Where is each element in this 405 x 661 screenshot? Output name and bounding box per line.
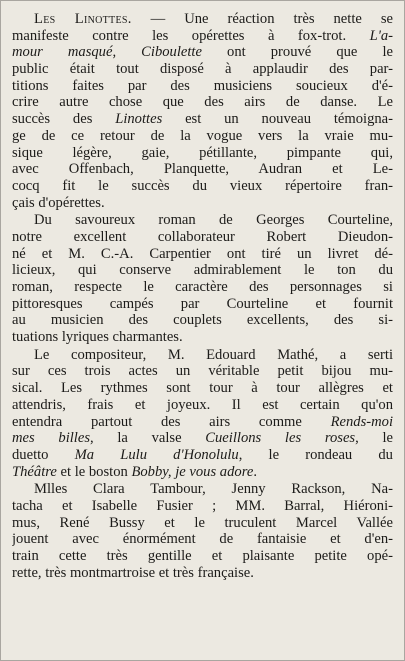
text-run: notre excellent collaborateur Robert Dieudon- bbox=[12, 228, 393, 245]
text-line bbox=[12, 11, 393, 28]
text-line bbox=[12, 229, 393, 246]
article-paragraph bbox=[12, 347, 393, 481]
text-run: au musicien des couplets excellents, des si- bbox=[12, 312, 393, 329]
text-run: sur ces trois actes un véritable petit bijou mu- bbox=[12, 363, 393, 380]
text-line bbox=[12, 178, 393, 195]
text-line bbox=[12, 262, 393, 279]
text-line bbox=[12, 279, 393, 296]
text-run: roman, respecte le caractère des personnages si bbox=[12, 279, 393, 295]
text-line bbox=[12, 161, 393, 178]
italic-title: Ma Lulu d'Honolulu bbox=[74, 446, 239, 463]
text-run: licieux, qui conserve admirablement le ton du bbox=[12, 262, 393, 279]
text-line bbox=[12, 212, 393, 229]
text-line bbox=[12, 329, 393, 346]
text-run: est un nouveau témoigna- bbox=[162, 111, 393, 128]
text-run: tuations lyriques charmantes. bbox=[12, 329, 183, 346]
text-line bbox=[12, 515, 393, 532]
text-run: . bbox=[253, 463, 257, 480]
text-line bbox=[12, 464, 393, 481]
text-run: pittoresques campés par Courteline et fournit bbox=[12, 295, 393, 312]
text-line bbox=[12, 128, 393, 145]
text-line bbox=[12, 481, 393, 498]
text-line bbox=[12, 565, 393, 582]
text-run: Le compositeur, M. Edouard Mathé, a serti bbox=[34, 346, 393, 363]
text-run: Du savoureux roman de Georges Courteline, bbox=[34, 212, 393, 229]
text-run: , la valse bbox=[90, 430, 206, 447]
text-run: rette, très montmartroise et très française. bbox=[12, 564, 254, 581]
text-line bbox=[12, 380, 393, 397]
italic-title: mour masqué, Ciboulette bbox=[12, 44, 202, 61]
text-run: , le rondeau du bbox=[238, 446, 393, 463]
article-paragraph bbox=[12, 212, 393, 346]
italic-title: L'a- bbox=[369, 27, 393, 44]
text-run: jouent avec énormément de fantaisie et d'en- bbox=[12, 531, 393, 548]
text-run: Mlles Clara Tambour, Jenny Rackson, Na- bbox=[34, 481, 393, 498]
text-run: , le bbox=[355, 430, 393, 447]
text-run: né et M. C.-A. Carpentier ont tiré un livret dé- bbox=[12, 245, 393, 262]
text-line bbox=[12, 498, 393, 515]
text-run: avec Offenbach, Planquette, Audran et Le- bbox=[12, 161, 393, 178]
article-column bbox=[12, 11, 393, 581]
text-run: et le boston bbox=[56, 463, 132, 480]
text-line bbox=[12, 195, 393, 212]
text-run: attendris, frais et joyeux. Il est certain qu'on bbox=[12, 396, 393, 413]
text-line bbox=[12, 61, 393, 78]
text-line bbox=[12, 296, 393, 313]
text-line bbox=[12, 111, 393, 128]
text-line bbox=[12, 531, 393, 548]
italic-title: Théâtre bbox=[12, 463, 57, 480]
text-run: train cette très gentille et plaisante petite opé- bbox=[12, 548, 393, 564]
text-line bbox=[12, 78, 393, 95]
text-run: succès des bbox=[12, 111, 116, 128]
text-line bbox=[12, 548, 393, 565]
text-line bbox=[12, 312, 393, 329]
italic-title: Bobby, je vous adore bbox=[131, 463, 254, 480]
article-paragraph bbox=[12, 481, 393, 581]
text-line bbox=[12, 347, 393, 364]
article-paragraph bbox=[12, 11, 393, 211]
text-line bbox=[12, 447, 393, 464]
text-run: sical. Les rythmes sont tour à tour allègres et bbox=[12, 380, 393, 397]
text-line bbox=[12, 94, 393, 111]
text-line bbox=[12, 430, 393, 447]
text-run: mus, René Bussy et le truculent Marcel Vallée bbox=[12, 514, 393, 531]
italic-title: Linottes bbox=[115, 111, 163, 128]
text-run: public était tout disposé à applaudir des par- bbox=[12, 61, 393, 78]
text-run: çais d'opérettes. bbox=[12, 194, 105, 211]
text-run: tacha et Isabelle Fusier ; MM. Barral, Hiéroni- bbox=[12, 497, 393, 514]
text-line bbox=[12, 363, 393, 380]
text-line bbox=[12, 145, 393, 162]
italic-title: mes billes bbox=[12, 430, 91, 447]
italic-title: Cueillons les roses bbox=[205, 430, 356, 447]
text-run: sique légère, gaie, pétillante, pimpante qui, bbox=[12, 144, 393, 161]
text-run: ge de ce retour de la vogue vers la vraie mu- bbox=[12, 127, 393, 144]
text-run: duetto bbox=[12, 446, 75, 463]
text-run: — Une réaction très nette se bbox=[131, 11, 393, 27]
text-run: titions faites par des musiciens soucieux d'é- bbox=[12, 77, 393, 94]
section-heading: Les Linottes. bbox=[34, 11, 132, 27]
text-line bbox=[12, 246, 393, 263]
text-run: ont prouvé que le bbox=[201, 44, 393, 61]
text-run: manifeste contre les opérettes à fox-trot. bbox=[12, 27, 370, 44]
text-run: crire autre chose que des airs de danse. Le bbox=[12, 94, 393, 111]
text-run: cocq fit le succès du vieux répertoire fran- bbox=[12, 177, 393, 194]
text-line bbox=[12, 28, 393, 45]
text-line bbox=[12, 44, 393, 61]
italic-title: Rends-moi bbox=[330, 413, 393, 430]
text-line bbox=[12, 397, 393, 414]
text-line bbox=[12, 414, 393, 431]
text-run: entendra partout des airs comme bbox=[12, 413, 331, 430]
